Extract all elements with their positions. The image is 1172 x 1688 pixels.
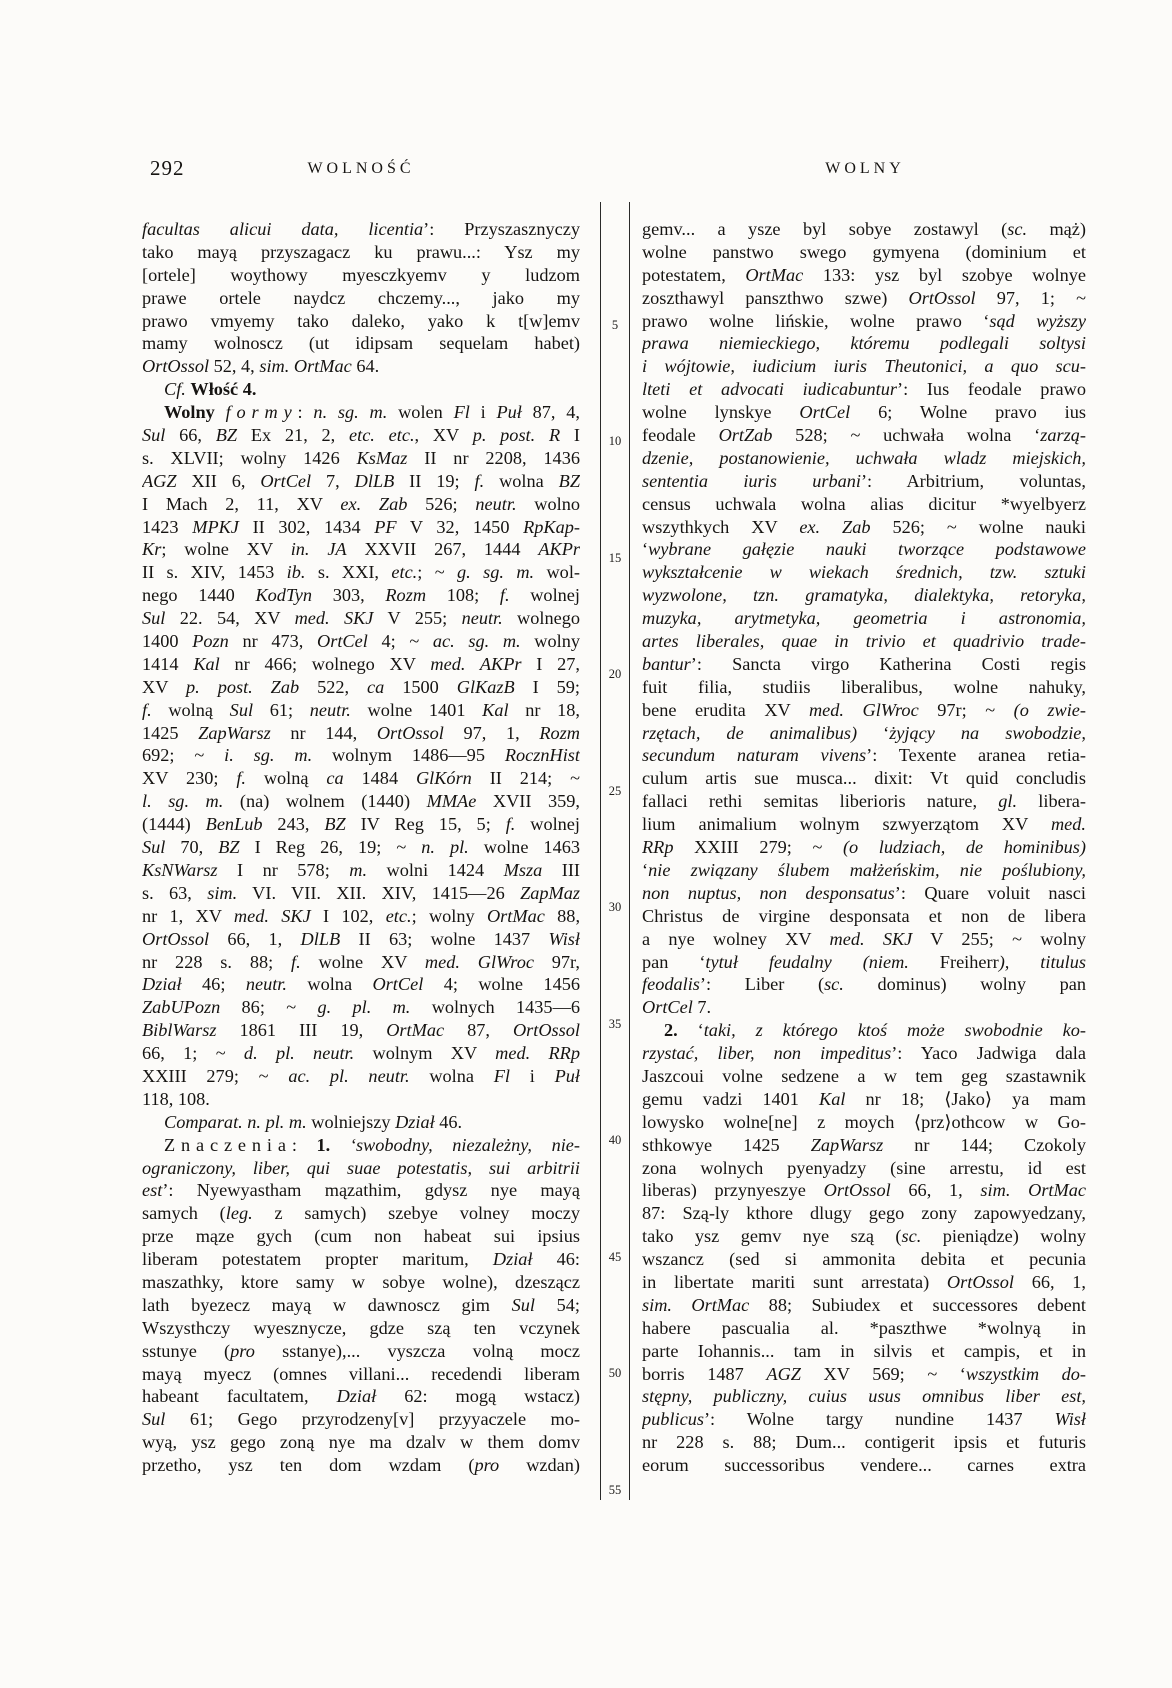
- text-line: XXIII 279; ~ ac. pl. neutr. wolna Fl i Puł: [142, 1065, 580, 1086]
- line-number: 10: [608, 434, 622, 448]
- text-line: Wszysthczy wyesznycze, gdze szą ten vczynek: [142, 1317, 580, 1338]
- text-line: potestatem, OrtMac 133: ysz byl szobye wolnye: [642, 264, 1086, 285]
- column-gap-right: [630, 218, 642, 1500]
- text-line: in libertate mariti sunt arrestata) OrtOssol 66, 1,: [642, 1271, 1086, 1292]
- text-line: nr 228 s. 88; Dum... contigerit ipsis et futuris: [642, 1432, 1086, 1453]
- text-line: borris 1487 AGZ XV 569; ~ ‘wszystkim do-: [642, 1363, 1086, 1384]
- text-line: Sul 70, BZ I Reg 26, 19; ~ n. pl. wolne 1463: [142, 837, 580, 858]
- text-line: Christus de virgine desponsata et non de libera: [642, 905, 1086, 926]
- text-line: Comparat. n. pl. m. wolniejszy Dział 46.: [164, 1111, 463, 1132]
- text-line: nego 1440 KodTyn 303, Rozm 108; f. wolnej: [142, 585, 580, 606]
- text-line: wyzwolone, tzn. gramatyka, dialektyka, retoryka,: [642, 585, 1086, 606]
- text-line: f. wolną Sul 61; neutr. wolne 1401 Kal nr 18,: [142, 699, 580, 720]
- text-line: wyą, ysz gego zoną nye ma dzalv w them domv: [142, 1432, 580, 1453]
- text-line: prawa niemieckiego, któremu podlegali soltysi: [642, 333, 1086, 354]
- running-head-right: WOLNY: [825, 160, 905, 177]
- text-line: gemu vadzi 1401 Kal nr 18; ⟨Jako⟩ ya mam: [642, 1088, 1086, 1109]
- text-line: fuit filia, studiis liberalibus, wolne nahuky,: [642, 676, 1086, 697]
- text-line: RRp XXIII 279; ~ (o ludziach, de hominibus): [642, 837, 1086, 858]
- text-line: ‘nie związany ślubem małżeńskim, nie poślubiony,: [642, 859, 1086, 880]
- page-number: 292: [150, 156, 185, 180]
- text-line: habeant facultatem, Dział 62: mogą wstacz): [142, 1386, 580, 1407]
- text-line: ‘wybrane gałęzie nauki tworzące podstawowe: [642, 539, 1086, 560]
- text-line: zona wolnych pyenyadzy (sine arrestu, id est: [642, 1157, 1086, 1178]
- text-line: 2. ‘taki, z którego ktoś może swobodnie ko-: [664, 1020, 1086, 1041]
- text-line: 66, 1; ~ d. pl. neutr. wolnym XV med. RRp: [142, 1043, 580, 1064]
- text-line: 87: Szą-ly kthore dlugy gego zony zapowyedzany,: [642, 1203, 1086, 1224]
- text-line: prze mąze gych (cum non habeat sui ipsius: [142, 1226, 580, 1247]
- text-line: zoszthawyl panszthwo szwe) OrtOssol 97, 1; ~: [642, 287, 1086, 308]
- line-number: 50: [608, 1366, 622, 1380]
- text-line: tako ysz gemv nye szą (sc. pieniądze) wolny: [642, 1226, 1086, 1247]
- text-line: a nye wolney XV med. SKJ V 255; ~ wolny: [642, 928, 1086, 949]
- line-number: 5: [611, 317, 619, 332]
- text-line: wolne panstwo swego gymyena (dominium et: [642, 241, 1086, 262]
- text-line: Cf. Włość 4.: [164, 379, 257, 400]
- text-line: liberam potestatem propter maritum, Dział 46:: [142, 1249, 580, 1270]
- text-line: lteti et advocati iudicabuntur’: Ius feodale prawo: [642, 379, 1086, 400]
- text-line: rzystać, liber, non impeditus’: Yaco Jadwiga dala: [642, 1043, 1086, 1064]
- text-line: habere pascualia al. *paszthwe *wolnyą in: [642, 1317, 1086, 1338]
- text-line: XV p. post. Zab 522, ca 1500 GlKazB I 59;: [142, 676, 580, 697]
- text-line: KsNWarsz I nr 578; m. wolni 1424 Msza III: [142, 859, 580, 880]
- text-line: Sul 66, BZ Ex 21, 2, etc. etc., XV p. post. R I: [142, 425, 580, 446]
- text-line: sim. OrtMac 88; Subiudex et successores debent: [642, 1294, 1086, 1315]
- text-line: wolne lynskye OrtCel 6; Wolne pravo ius: [642, 402, 1086, 423]
- page-body: [142, 218, 1086, 1500]
- text-line: parte Iohannis... tam in silvis et campis, et in: [642, 1340, 1086, 1361]
- text-line: AGZ XII 6, OrtCel 7, DlLB II 19; f. wolna BZ: [142, 470, 580, 491]
- line-number: 25: [608, 783, 622, 798]
- text-line: Sul 61; Gego przyrodzeny[v] przyyaczele mo-: [142, 1409, 580, 1430]
- right-column: [642, 218, 1086, 1500]
- text-line: 118, 108.: [142, 1088, 210, 1109]
- left-column: [142, 218, 580, 1500]
- text-line: census uchwala wolna alias dicitur *wyelbyerz: [642, 493, 1086, 514]
- column-gap-left: [580, 218, 600, 1500]
- text-line: maszathky, ktore samy w sobye wolne), dzeszącz: [142, 1271, 580, 1292]
- text-line: I Mach 2, 11, XV ex. Zab 526; neutr. wolno: [142, 493, 580, 514]
- text-line: bene erudita XV med. GlWroc 97r; ~ (o zwie-: [642, 699, 1086, 720]
- text-line: dzenie, postanowienie, uchwała wladz miejskich,: [642, 447, 1086, 468]
- text-line: mayą myecz (omnes villani... recedendi liberam: [142, 1363, 580, 1384]
- text-line: bantur’: Sancta virgo Katherina Costi regis: [642, 653, 1086, 674]
- text-line: prawo wolne lińskie, wolne prawo ‘sąd wyższy: [642, 310, 1086, 331]
- text-line: wszythkych XV ex. Zab 526; ~ wolne nauki: [642, 516, 1086, 537]
- text-line: Dział 46; neutr. wolna OrtCel 4; wolne 1456: [142, 974, 580, 995]
- text-line: XV 230; f. wolną ca 1484 GlKórn II 214; ~: [142, 768, 580, 789]
- text-line: OrtOssol 66, 1, DlLB II 63; wolne 1437 Wisł: [142, 928, 580, 949]
- line-number: 20: [608, 667, 622, 681]
- text-line: (1444) BenLub 243, BZ IV Reg 15, 5; f. wolnej: [142, 814, 580, 835]
- text-line: lium animalium wolnym szwyerzątom XV med.: [642, 814, 1086, 835]
- text-line: Wolny formy: n. sg. m. wolen Fl i Puł 87, 4,: [164, 402, 580, 423]
- text-line: secundum naturam vivens’: Texente aranea retia-: [642, 745, 1086, 766]
- text-line: 1423 MPKJ II 302, 1434 PF V 32, 1450 RpKap-: [142, 516, 580, 537]
- text-line: est’: Nyewyastham mązathim, gdysz nye mayą: [142, 1180, 580, 1201]
- text-line: lath byezecz mayą w dawnoscz gim Sul 54;: [142, 1294, 580, 1315]
- text-line: 692; ~ i. sg. m. wolnym 1486—95 RocznHist: [142, 745, 580, 766]
- text-line: Jaszcoui volne sedzene a w tem geg szastawnik: [642, 1065, 1086, 1086]
- text-line: Sul 22. 54, XV med. SKJ V 255; neutr. wolnego: [142, 608, 580, 629]
- text-line: II s. XIV, 1453 ib. s. XXI, etc.; ~ g. sg. m. wol-: [142, 562, 580, 583]
- text-line: OrtCel 7.: [642, 997, 712, 1018]
- text-line: rzętach, de animalibus) ‘żyjący na swobodzie,: [642, 722, 1086, 743]
- text-line: sthkowye 1425 ZapWarsz nr 144; Czokoly: [642, 1134, 1086, 1155]
- text-line: 1425 ZapWarsz nr 144, OrtOssol 97, 1, Rozm: [142, 722, 580, 743]
- text-line: sstunye (pro sstanye),... vyszcza volną mocz: [142, 1340, 580, 1361]
- gutter-with-rules: [600, 202, 630, 1500]
- line-number-column: [601, 202, 629, 1500]
- text-line: s. XLVII; wolny 1426 KsMaz II nr 2208, 1436: [142, 447, 580, 468]
- text-line: gemv... a ysze byl sobye zostawyl (sc. mąż): [642, 219, 1086, 239]
- text-line: feodale OrtZab 528; ~ uchwała wolna ‘zarzą-: [642, 425, 1086, 446]
- text-line: non nuptus, non desponsatus’: Quare voluit nasci: [642, 882, 1086, 903]
- line-number: 30: [608, 900, 622, 914]
- text-line: muzyka, arytmetyka, geometria i astronomia,: [642, 608, 1086, 629]
- text-line: culum artis sue musca... dixit: Vt quid concludis: [642, 768, 1086, 789]
- text-line: BiblWarsz 1861 III 19, OrtMac 87, OrtOssol: [142, 1020, 580, 1041]
- text-line: ZabUPozn 86; ~ g. pl. m. wolnych 1435—6: [142, 997, 580, 1018]
- text-line: ograniczony, liber, qui suae potestatis, sui arbitrii: [142, 1157, 580, 1178]
- text-line: prawo vmyemy tako daleko, yako k t[w]emv: [142, 310, 580, 331]
- text-line: publicus’: Wolne targy nundine 1437 Wisł: [642, 1409, 1086, 1430]
- text-line: tako mayą przyszagacz ku prawu...: Ysz my: [142, 241, 580, 262]
- text-line: nr 228 s. 88; f. wolne XV med. GlWroc 97r,: [142, 951, 580, 972]
- text-line: artes liberales, quae in trivio et quadrivio trade-: [642, 631, 1086, 652]
- line-number: 55: [608, 1482, 622, 1497]
- line-number: 35: [608, 1016, 622, 1031]
- text-line: przetho, ysz ten dom wzdam (pro wzdan): [142, 1455, 580, 1476]
- text-line: mamy wolnoscz (ut idipsam sequelam habet): [142, 333, 580, 354]
- text-line: lowysko wolne[ne] z moych ⟨prz⟩othcow w Go-: [642, 1111, 1086, 1132]
- line-number: 45: [608, 1249, 622, 1264]
- text-line: stępny, publiczny, cuius usus omnibus liber est,: [642, 1386, 1086, 1407]
- text-line: liberas) przynyeszye OrtOssol 66, 1, sim. OrtMac: [642, 1180, 1086, 1201]
- text-line: prawe ortele naydcz chczemy..., jako my: [142, 287, 580, 308]
- text-line: nr 1, XV med. SKJ I 102, etc.; wolny OrtMac 88,: [142, 905, 580, 926]
- line-number: 15: [608, 550, 622, 565]
- text-line: wykształcenie w wiekach średnich, tzw. sztuki: [642, 562, 1086, 583]
- text-line: l. sg. m. (na) wolnem (1440) MMAe XVII 359,: [142, 791, 580, 812]
- text-line: s. 63, sim. VI. VII. XII. XIV, 1415—26 ZapMaz: [142, 882, 580, 903]
- text-line: eorum successoribus vendere... carnes extra: [642, 1455, 1086, 1476]
- text-line: [ortele] woythowy myesczkyemv y ludzom: [142, 264, 580, 285]
- text-line: Znaczenia: 1. ‘swobodny, niezależny, nie-: [164, 1134, 580, 1155]
- text-line: OrtOssol 52, 4, sim. OrtMac 64.: [142, 356, 380, 377]
- text-line: pan ‘tytuł feudalny (niem. Freiherr), titulus: [642, 951, 1086, 972]
- text-line: feodalis’: Liber (sc. dominus) wolny pan: [642, 974, 1086, 995]
- running-head-left: WOLNOŚĆ: [307, 160, 415, 177]
- text-line: samych (leg. z samych) szebye volney moczy: [142, 1203, 580, 1224]
- text-line: facultas alicui data, licentia’: Przyszasznyczy: [142, 219, 580, 239]
- text-line: fallaci rethi semitas liberioris nature, gl. libera-: [642, 791, 1086, 812]
- line-number: 40: [608, 1133, 622, 1147]
- text-line: 1414 Kal nr 466; wolnego XV med. AKPr I 27,: [142, 653, 580, 674]
- text-line: wszancz (sed si ammonita debita et pecunia: [642, 1249, 1086, 1270]
- text-line: Kr; wolne XV in. JA XXVII 267, 1444 AKPr: [142, 539, 580, 560]
- text-line: i wójtowie, iudicium iuris Theutonici, a quo scu-: [642, 356, 1086, 377]
- text-line: sententia iuris urbani’: Arbitrium, voluntas,: [642, 470, 1086, 491]
- text-line: 1400 Pozn nr 473, OrtCel 4; ~ ac. sg. m. wolny: [142, 631, 580, 652]
